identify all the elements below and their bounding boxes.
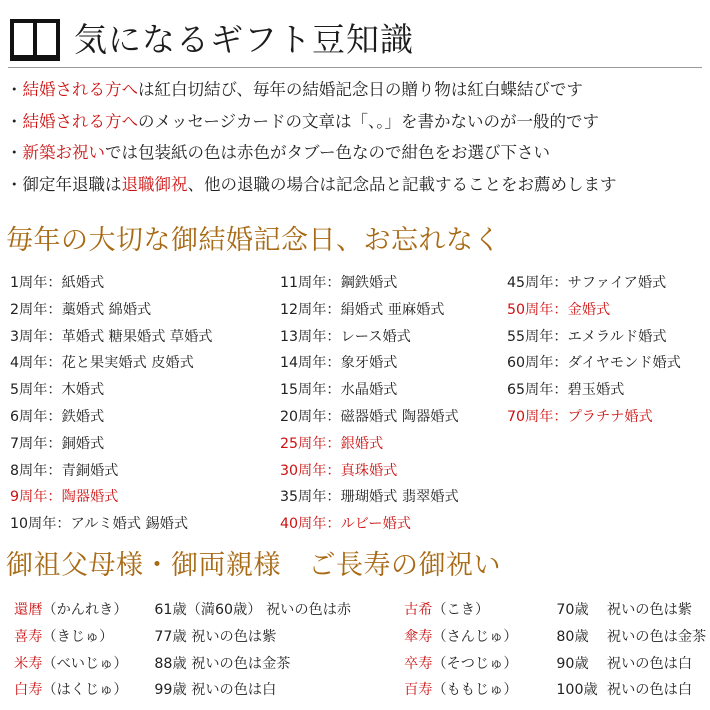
longevity-item (14, 679, 351, 706)
tip-item (6, 173, 706, 205)
longevity-reading: （きじゅ） (42, 628, 114, 645)
longevity-age: 88歳 (154, 655, 187, 672)
tip-bullet: ・ (6, 174, 23, 194)
longevity-age: 100歳 (556, 682, 598, 699)
longevity-item (404, 679, 706, 706)
anniversary-column (280, 272, 459, 540)
tip-text: のメッセージカードの文章は「、。」を書かないのが一般的です (138, 111, 600, 131)
anniversary-item: 55周年：エメラルド婚式 (507, 328, 667, 345)
longevity-item (14, 599, 351, 626)
longevity-reading: （さんじゅ） (432, 628, 518, 645)
tip-item (6, 78, 706, 110)
longevity-color: 祝いの色は紫 (606, 602, 693, 618)
longevity-item (14, 626, 351, 653)
anniversary-item: 50周年：金婚式 (507, 301, 611, 318)
anniversary-item: 13周年：レース婚式 (280, 328, 411, 345)
tip-text: 、他の退職の場合は記念品と記載することをお薦めします (187, 174, 617, 194)
tip-bullet: ・ (6, 111, 23, 131)
longevity-color: 祝いの色は金茶 (606, 628, 707, 645)
anniversary-item: 3周年：革婚式 糖果婚式 草婚式 (10, 328, 213, 345)
longevity-name: 卒寿 (404, 655, 433, 672)
anniversary-item: 60周年：ダイヤモンド婚式 (507, 355, 681, 372)
anniversary-item: 4周年：花と果実婚式 皮婚式 (10, 355, 194, 372)
anniversary-column (10, 272, 213, 540)
tip-highlight: 結婚される方へ (22, 80, 138, 99)
page-title: 気になるギフト豆知識 (74, 20, 414, 59)
anniversary-item: 12周年：絹婚式 亜麻婚式 (280, 301, 445, 318)
longevity-color: 祝いの色は白 (606, 682, 693, 699)
longevity-age: 70歳 (556, 602, 589, 618)
longevity-name: 還暦 (14, 602, 43, 618)
anniversary-item: 65周年：碧玉婚式 (507, 382, 625, 399)
longevity-color: 祝いの色は紫 (191, 628, 277, 645)
page-header (8, 14, 702, 68)
longevity-name: 古希 (404, 602, 433, 618)
open-book-icon (10, 18, 60, 62)
anniversary-item: 10周年：アルミ婚式 錫婚式 (10, 516, 189, 533)
anniversary-item: 8周年：青銅婚式 (10, 462, 119, 479)
tip-highlight: 新築お祝い (22, 143, 105, 162)
longevity-age: 99歳 (154, 682, 187, 699)
anniversary-item: 7周年：銅婚式 (10, 435, 105, 452)
tip-highlight: 結婚される方へ (22, 111, 138, 131)
longevity-age: 61歳（満60歳） (154, 602, 262, 618)
anniversary-item: 40周年：ルビー婚式 (280, 516, 411, 533)
anniversary-item: 9周年：陶器婚式 (10, 489, 119, 506)
longevity-age: 90歳 (556, 655, 589, 672)
longevity-age: 80歳 (556, 628, 589, 645)
longevity-age: 77歳 (154, 628, 187, 645)
anniversary-item: 6周年：鉄婚式 (10, 408, 105, 425)
tip-text: は紅白切結び、毎年の結婚記念日の贈り物は紅白蝶結びです (138, 80, 583, 99)
longevity-name: 喜寿 (14, 628, 43, 645)
anniversary-section-title: 毎年の大切な御結婚記念日、お忘れなく (6, 225, 501, 256)
anniversary-item: 30周年：真珠婚式 (280, 462, 398, 479)
longevity-reading: （ももじゅ） (432, 682, 518, 699)
longevity-item (404, 599, 706, 626)
tip-bullet: ・ (6, 143, 23, 162)
anniversary-item: 14周年：象牙婚式 (280, 355, 398, 372)
longevity-reading: （そつじゅ） (432, 655, 518, 672)
anniversary-item: 11周年：鋼鉄婚式 (280, 275, 398, 291)
anniversary-item: 25周年：銀婚式 (280, 435, 384, 452)
anniversary-item: 45周年：サファイア婚式 (507, 275, 667, 291)
tip-text-pre: 御定年退職は (22, 174, 122, 194)
gift-tips-list (6, 78, 706, 204)
longevity-column (404, 599, 706, 706)
longevity-item (14, 653, 351, 680)
longevity-name: 百寿 (404, 682, 433, 699)
tip-item (6, 141, 706, 173)
anniversary-item: 1周年：紙婚式 (10, 275, 105, 291)
anniversary-item: 20周年：磁器婚式 陶器婚式 (280, 408, 459, 425)
longevity-name: 傘寿 (404, 628, 433, 645)
longevity-reading: （はくじゅ） (42, 682, 128, 699)
longevity-name: 白寿 (14, 682, 43, 699)
longevity-section-title: 御祖父母様・御両親様 ご長寿の御祝い (6, 550, 501, 581)
longevity-reading: （べいじゅ） (42, 655, 128, 672)
longevity-item (404, 653, 706, 680)
anniversary-item: 35周年：珊瑚婚式 翡翠婚式 (280, 489, 459, 506)
tip-text: では包装紙の色は赤色がタブー色なので紺色をお選び下さい (105, 143, 551, 162)
longevity-name: 米寿 (14, 655, 43, 672)
tip-item (6, 110, 706, 142)
anniversary-item: 15周年：水晶婚式 (280, 382, 398, 399)
longevity-color: 祝いの色は赤 (265, 602, 352, 618)
longevity-color: 祝いの色は白 (191, 682, 277, 699)
tip-highlight: 退職御祝 (121, 174, 188, 194)
anniversary-item: 70周年：プラチナ婚式 (507, 408, 653, 425)
longevity-reading: （かんれき） (42, 602, 128, 618)
longevity-color: 祝いの色は白 (606, 655, 693, 672)
longevity-column (14, 599, 351, 706)
anniversary-item: 5周年：木婚式 (10, 382, 105, 399)
tip-bullet: ・ (6, 80, 23, 99)
longevity-item (404, 626, 706, 653)
longevity-reading: （こき） (432, 602, 490, 618)
anniversary-column (507, 272, 681, 433)
longevity-color: 祝いの色は金茶 (191, 655, 291, 672)
anniversary-item: 2周年：藁婚式 綿婚式 (10, 301, 152, 318)
